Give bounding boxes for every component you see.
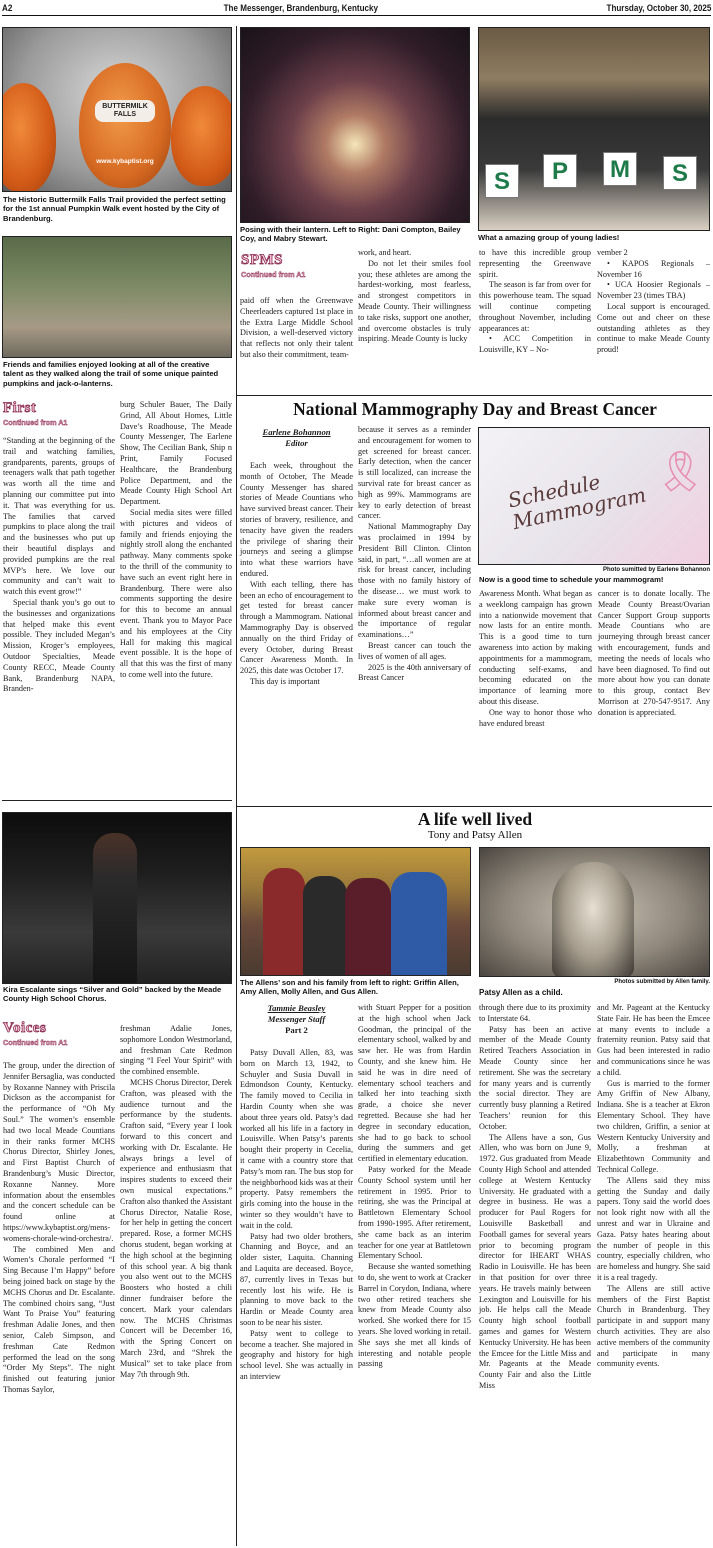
family-photo (240, 847, 471, 976)
paragraph: Social media sites were filled with pictures and videos of family and friends enjoying the nightly stroll along the enchanted pathway. Many comments spoke to the thrill of the community to have such an event right here in Brandenburg. There were also comments supporting the desire for this to become an annual event. Thank you to Mayor Pace and his employees at the City Hall for making this magical event possible. It is the hope of all that this was the first of many to come well into the future. (120, 507, 232, 679)
paragraph: Patsy has been an active member of the Meade County Retired Teachers Association in Meade County since her retirement. She was the secretary for many years and is currently the social director. They are currently busy planning a Retired Teachers’ reunion for this October. (479, 1024, 591, 1131)
paragraph: The Allens are still active members of the First Baptist Church in Brandenburg. They participate in and support many church activities. They are also active members of the community and participate in many community events. (597, 1283, 710, 1369)
paragraph: Gus is married to the former Amy Griffin of New Albany, Indiana. She is a teacher at Ekron Elementary School. They have two children, Griffin, a senior at Western Kentucky University and Molly, a freshman at Elizabethtown Community and Technical College. (597, 1078, 710, 1174)
kicker-continued: Continued from A1 (3, 418, 68, 427)
paragraph: Patsy Duvall Allen, 83, was born on March 13, 1942, to Schuyler and Susia Duvall in Edmondson County, Kentucky. The family moved to Cecilia in Hardin County when she was about three years old. Patsy’s dad worked all his life in a factory in Louisville. When Patsy’s parents bought their property in Cecelia, it came with a country store that Patsy’s mom ran. The bus stop for the neighborhood kids was at their property. Patsy remembers the girls coming into the house in the winter so they wouldn’t have to wait in the cold. (240, 1048, 354, 1230)
trail-photo-caption: Friends and families enjoyed looking at all of the creative talent as they walked along the trail of some unique painted pumpkins and jack-o-lanterns. (3, 360, 219, 388)
paragraph: The season is far from over for this powerhouse team. The squad will continue competing throughout November, including appearances at: (479, 280, 591, 333)
life-col-1 (240, 1048, 353, 1383)
page-number: A2 (2, 3, 13, 14)
team-sign-letter: M (603, 152, 637, 186)
family-figure (391, 872, 447, 976)
mammogram-note-text: Schedule Mammogram (505, 469, 649, 535)
lantern-photo (240, 27, 470, 223)
mammography-col-1 (240, 461, 353, 688)
list-item: • UCA Hoosier Regionals – November 23 (times TBA) (597, 280, 710, 301)
section-divider (236, 806, 712, 807)
pumpkin-shape (171, 86, 232, 186)
mammogram-photo-credit: Photo sumitted by Earlene Bohannon (602, 567, 710, 573)
lantern-photo-caption: Posing with their lantern. Left to Right: Dani Compton, Bailey Coy, and Mabry Stewart. (240, 225, 461, 244)
issue-date: Thursday, October 30, 2025 (606, 3, 711, 14)
child-photo-caption: Patsy Allen as a child. (479, 988, 563, 997)
section-divider (236, 395, 712, 396)
paragraph: The group, under the direction of Jennifer Bersaglia, was conducted by Roxanne Nanney with Priscila Dickson as the accompanist for the performance of “Oh My Soul.” The women’s ensemble had two local Meade Countians in their ranks former MCHS Chorus Director, Shirley Jones, and First Baptist Church of Brandenburg’s Music Director, Roxanne Nanney. More information about the ensembles and the concert schedule can be found online at https://www.kybaptist.org/mens-womens-chorale-wind-orchestra/. (3, 1061, 115, 1243)
paragraph: Local support is encouraged. Come out and cheer on these outstanding athletes as they continue to make Meade County proud! (597, 301, 710, 355)
pink-ribbon-icon: 🎗 (655, 449, 706, 494)
paragraph: Because she wanted something to do, she went to work at Cracker Barrel in Corydon, Indiana, where two other retired teachers she knew from Meade County also worked. She worked there for 15 years. She loved working in retail. She says she met all kinds of interesting and notable people passing (358, 1262, 471, 1369)
byline-name: Tammie Beasley (267, 1003, 326, 1013)
paragraph: paid off when the Greenwave Cheerleaders captured 1st place in the Extra Large Middle School Division, a well-deserved victory that reflects not only their talent but also their commitment, team- (240, 296, 353, 359)
paragraph: vember 2 (597, 248, 628, 257)
pumpkin-sign-url: www.kybaptist.org (96, 158, 154, 165)
paragraph: with Stuart Pepper for a position at the high school when Jack Goodman, the principal of the elementary school, walked by and saw her. He was from Hardin County, and she knew him. He said he was in dire need of elementary school teachers and talked her into teaching sixth grade, a choice she never regretted. Because she had her degree in secondary education, she had to go back to school during the summers and get certified in elementary education. (358, 1003, 471, 1164)
paragraph: 2025 is the 40th anniversary of Breast Cancer (358, 662, 471, 683)
column-rule (236, 26, 237, 1546)
singer-figure (93, 833, 137, 984)
pumpkin-walk-col-1 (3, 436, 115, 695)
list-item: • ACC Competition in Louisville, KY – No- (479, 334, 591, 355)
family-figure (263, 868, 305, 976)
mammogram-photo-caption: Now is a good time to schedule your mammogram! (479, 575, 664, 584)
spms-col-1 (240, 296, 353, 361)
paragraph: through there due to its proximity to Interstate 64. (479, 1003, 591, 1023)
paragraph: Patsy went to college to become a teacher. She majored in geography and history for high school level. She was actually in an interview (240, 1328, 353, 1381)
paragraph: Do not let their smiles fool you; these athletes are among the hardest-working, most fearless, and strongest competitors in Meade County. Their willingness to take risks, support one another, and overcome obstacles is truly inspiring. Meade County is lucky (358, 258, 471, 344)
paragraph: MCHS Chorus Director, Derek Crafton, was pleased with the audience turnout and the performance by the students. Crafton said, “Every year I look forward to this concert and working with Dr. Escalante. He always brings a level of experience and enthusiasm that inspires students to exceed their own musical expectations.” Crafton also thanked the Assistant Chorus Director, Natalie Rose, for her help in getting the concert prepared. Rose, a former MCHS chorus student, began working at the high school at the beginning of this school year. A big thank you also went out to the MCHS Boosters who hosted a chili dinner fundraiser before the concert. Mark your calendars now. The MCHS Christmas Concert will be December 16, with the Spring Concert on March 23rd, and “Shrek the Musical” set to take place from May 7th through 9th. (120, 1077, 232, 1379)
list-item: • KAPOS Regionals – November 16 (597, 258, 710, 279)
voices-col-1 (3, 1061, 115, 1396)
paragraph: Each week, throughout the month of October, The Meade County Messenger has shared stories of Meade Countians who have survived breast cancer. Their stories of bravery, resilience, and tenacity have given the readers the privilege of sharing their journeys and seeing a glimpse into what these warriors have endured. (240, 461, 353, 578)
first-kicker (3, 400, 67, 427)
paragraph: Patsy worked for the Meade County School system until her retirement in 1995. Prior to retiring, she was the Principal at Battletown Elementary School from 1990-1995. After retirement, she came back as an interim teacher for one year at Battletown Elementary School. (358, 1164, 471, 1261)
voices-col-2 (120, 1024, 232, 1380)
paragraph: This day is important (250, 676, 320, 686)
family-photo-caption: The Allens’ son and his family from left to right: Griffin Allen, Amy Allen, Molly Allen, and Gus Allen. (240, 978, 459, 997)
kicker-title: SPMS (241, 252, 284, 268)
page-masthead (2, 2, 711, 16)
child-portrait (552, 862, 634, 977)
family-figure (303, 876, 347, 976)
kicker-continued: Continued from A1 (241, 270, 306, 279)
mammography-col-4 (598, 589, 710, 719)
life-col-2 (358, 1003, 471, 1370)
team-photo-caption: What a amazing group of young ladies! (478, 233, 620, 242)
paragraph: freshman Adalie Jones, sophomore London Westmorland, and freshman Cate Redmon singing “I Feel Your Spirit” with the combined ensemble. (120, 1024, 232, 1077)
paper-name: The Messenger, Brandenburg, Kentucky (223, 3, 379, 14)
mammography-headline: National Mammography Day and Breast Cancer (293, 399, 657, 419)
spms-kicker (241, 252, 305, 279)
spms-col-2 (358, 248, 471, 345)
life-col-3 (479, 1003, 591, 1392)
paragraph: and Mr. Pageant at the Kentucky State Fair. He has been the Emcee at many events to include a fraternity reunion. Patsy said that Gus had been interested in radio and communications since he was a child. (597, 1003, 710, 1077)
child-photo (479, 847, 710, 977)
team-photo (478, 27, 710, 231)
pumpkin-shape (2, 83, 56, 192)
mammography-col-3 (479, 589, 592, 729)
mammogram-photo (478, 427, 710, 565)
voices-kicker (3, 1020, 67, 1047)
chorus-photo (2, 812, 232, 984)
paragraph: One way to honor those who have endured breast (479, 707, 592, 728)
trail-photo (2, 236, 232, 358)
pumpkin-photo (2, 27, 232, 192)
allen-photo-credit: Photos submitted by Allen family. (614, 979, 710, 985)
paragraph: Breast cancer can touch the lives of women of all ages. (358, 640, 471, 661)
paragraph: because it serves as a reminder and encouragement for women to get screened for breast cancer. Early detection, when the cancer is still localized, can increase the survival rate for breast cancer as high as 99%. Mammograms are key to early detection of breast cancer. (358, 425, 471, 521)
kicker-title: First (3, 400, 37, 416)
paragraph: Awareness Month. What began as a weeklong campaign has grown into a nationwide movement that now lasts for an entire month. This is a good time to turn awareness into action by making appointments for a mammogram, conducting self-exams, and becoming educated on the importance of learning more about this disease. (479, 589, 592, 706)
life-col-4 (597, 1003, 710, 1370)
paragraph: burg Schuler Bauer, The Daily Grind, All About Homes, Little Dave’s Roadhouse, The Meade County Messenger, The Earlene Show, The Cecilian Bank, Ship n Print, Family Focused Healthcare, the Brandenburg Police Department, and the Meade County High School Art Department. (120, 400, 232, 507)
pumpkin-walk-col-2 (120, 400, 232, 681)
byline-title: Editor (285, 438, 308, 448)
pumpkin-painted-label: BUTTERMILK FALLS (95, 100, 155, 122)
family-figure (345, 878, 391, 976)
paragraph: Special thank you’s go out to the businesses and organizations that helped make this event possible. They included Megan’s Mission, Kroger’s employees, Outdoor Specialties, Meade County RECC, Meade County Bank, Brandenburg NAPA, Branden- (3, 597, 115, 694)
paragraph: The combined Men and Women’s Chorale performed “I Sing Because I’m Happy” before being joined back on stage by the MCHS Chorus and Dr. Escalante. The combined choirs sang, “Just Want To Praise You” featuring freshman Adalie Jones, and then senior, Caleb Simpson, and freshman Cate Redmon performed the lead on the song “Order My Steps”. The night finished out featuring junior Thomas Saylor, (3, 1244, 115, 1394)
life-well-lived-subhead: Tony and Patsy Allen (427, 829, 523, 841)
paragraph: cancer is to donate locally. The Meade County Breast/Ovarian Cancer Support Group supports Meade Countians who are journeying through breast cancer with encouragement, funds and meeting the needs of locals who have been diagnosed. To find out more about how you can donate to this group, contact Bev Morrison at 270-547-9517. Any donation is appreciated. (598, 589, 710, 717)
mammography-col-2 (358, 425, 471, 684)
team-sign-letter: P (543, 154, 577, 188)
byline-name: Earlene Bohannon (262, 427, 331, 437)
paragraph: “Standing at the beginning of the trail and watching families, grandparents, parents, groups of teenagers walk that path together was worth all the time and planning our committee put into it. That was everything for us. The families that carved pumpkins to place along the trail and the businesses who put up their beautiful displays and provided pumpkins are the real MVP’s here. We love our community and can’t wait to watch this event grow!” (3, 436, 115, 597)
team-sign-letter: S (663, 156, 697, 190)
chorus-photo-caption: Kira Escalante sings “Silver and Gold” backed by the Meade County High School Chorus. (3, 985, 222, 1004)
paragraph: With each telling, there has been an echo of encouragement to get tested for breast cancer through a Mammogram. National Mammography Day is observed annually on the third Friday of every October, during Breast Cancer Awareness Month. In 2025, this date was October 17. (240, 579, 353, 676)
kicker-title: Voices (3, 1020, 47, 1036)
mammography-byline (240, 427, 353, 449)
life-byline (240, 1003, 353, 1036)
paragraph: The Allens have a son, Gus Allen, who was born on June 9, 1972. Gus graduated from Meade County High School and attended college at Western Kentucky University. He graduated with a degree in business. He was a producer for Paul Rogers for Louisville Basketball and Football games for several years prior to becoming program director for IHEART WHAS Radio in Louisville. He has been in that position for over three years. He travels mainly between Lexington and Louisville for his job. He helps call the Meade County high school football games and games for Western Kentucky University. He has been the Emcee for the Little Miss and Mr. Pageants at the Meade County Fair and also the Little Miss (479, 1132, 592, 1390)
section-divider (2, 800, 232, 801)
paragraph: work, and heart. (358, 248, 412, 257)
pumpkin-photo-caption: The Historic Buttermilk Falls Trail provided the perfect setting for the 1st annual Pumpkin Walk event hosted by the City of Brandenburg. (3, 195, 226, 223)
paragraph: Patsy had two older brothers, Channing and Boyce, and an older sister, Laquita. Channing and Laquita are deceased. Boyce, 87, currently lives in Texas but recently lost his wife. He is planning to move back to the Hardin or Meade County area soon to be near his sister. (240, 1231, 353, 1327)
paragraph: The Allens said they miss getting the Sunday and daily papers. Tony said the world does not look right now with all the unrest and war in Ukraine and Gaza. Patsy hates hearing about the number of people in this country, especially children, who are homeless and hungry. She said it is a real tragedy. (597, 1175, 710, 1282)
team-sign-letter: S (485, 164, 519, 198)
kicker-continued: Continued from A1 (3, 1038, 68, 1047)
spms-col-3 (479, 248, 591, 356)
spms-col-4 (597, 248, 710, 356)
byline-part: Part 2 (285, 1025, 308, 1035)
paragraph: to have this incredible group representing the Greenwave spirit. (479, 248, 591, 279)
byline-title: Messenger Staff (267, 1014, 326, 1024)
pumpkin-shape (79, 63, 171, 188)
life-well-lived-headline: A life well lived (417, 809, 533, 829)
paragraph: National Mammography Day was proclaimed in 1994 by President Bill Clinton. Clinton said, in part, “…all women are at risk for breast cancer, including those with no family history of the disease… we must work to make sure every woman is informed about breast cancer and the importance of regular examinations…” (358, 522, 471, 640)
